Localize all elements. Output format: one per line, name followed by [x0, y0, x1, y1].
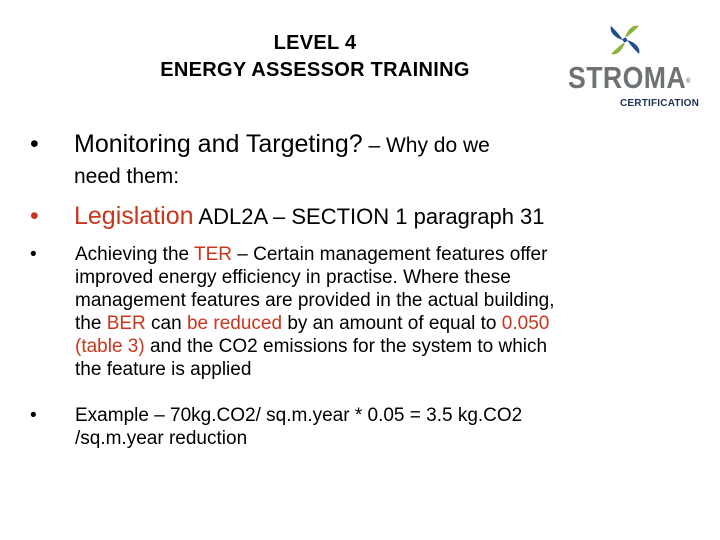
ter-term: TER [194, 244, 233, 265]
title-line-1: LEVEL 4 [273, 32, 357, 54]
bullet-3-line-3: management features are provided in the actual building, [75, 290, 555, 311]
stroma-pinwheel-icon [605, 20, 645, 60]
logo-subtitle: CERTIFICATION [620, 98, 700, 109]
bullet-2-tail: ADL2A – SECTION 1 paragraph 31 [193, 204, 545, 229]
bullet-1-heading: Monitoring and Targeting? [74, 130, 363, 158]
bullet-3-line-4: the BER can be reduced by an amount of equal to 0.050 [75, 313, 550, 334]
bullet-3-line-2: improved energy efficiency in practise. Where these [75, 267, 511, 288]
bullet-monitoring-cont [74, 160, 179, 192]
bullet-2-heading: Legislation [74, 202, 194, 230]
bullet-1-tail: – Why do we [362, 134, 490, 157]
title-line-2: ENERGY ASSESSOR TRAINING [160, 59, 470, 81]
table-3-ref: (table 3) [75, 336, 145, 357]
logo-wordmark: STROMA® [568, 60, 691, 95]
ber-term: BER [106, 313, 146, 334]
bullet-1-line2: need them: [74, 165, 180, 188]
factor-value: 0.050 [501, 313, 550, 334]
be-reduced-term: be reduced [186, 313, 283, 334]
bullet-3-line-6: the feature is applied [75, 359, 252, 380]
bullet-4-line-2: /sq.m.year reduction [75, 428, 248, 449]
bullet-3-line-1: Achieving the TER – Certain management features offer [75, 244, 548, 265]
stroma-logo [568, 20, 700, 109]
slide-title [110, 30, 520, 84]
bullet-4-line-1: Example – 70kg.CO2/ sq.m.year * 0.05 = 3.5 kg.CO2 [75, 405, 523, 426]
bullet-3-line-5: (table 3) and the CO2 emissions for the system to which [75, 336, 548, 357]
